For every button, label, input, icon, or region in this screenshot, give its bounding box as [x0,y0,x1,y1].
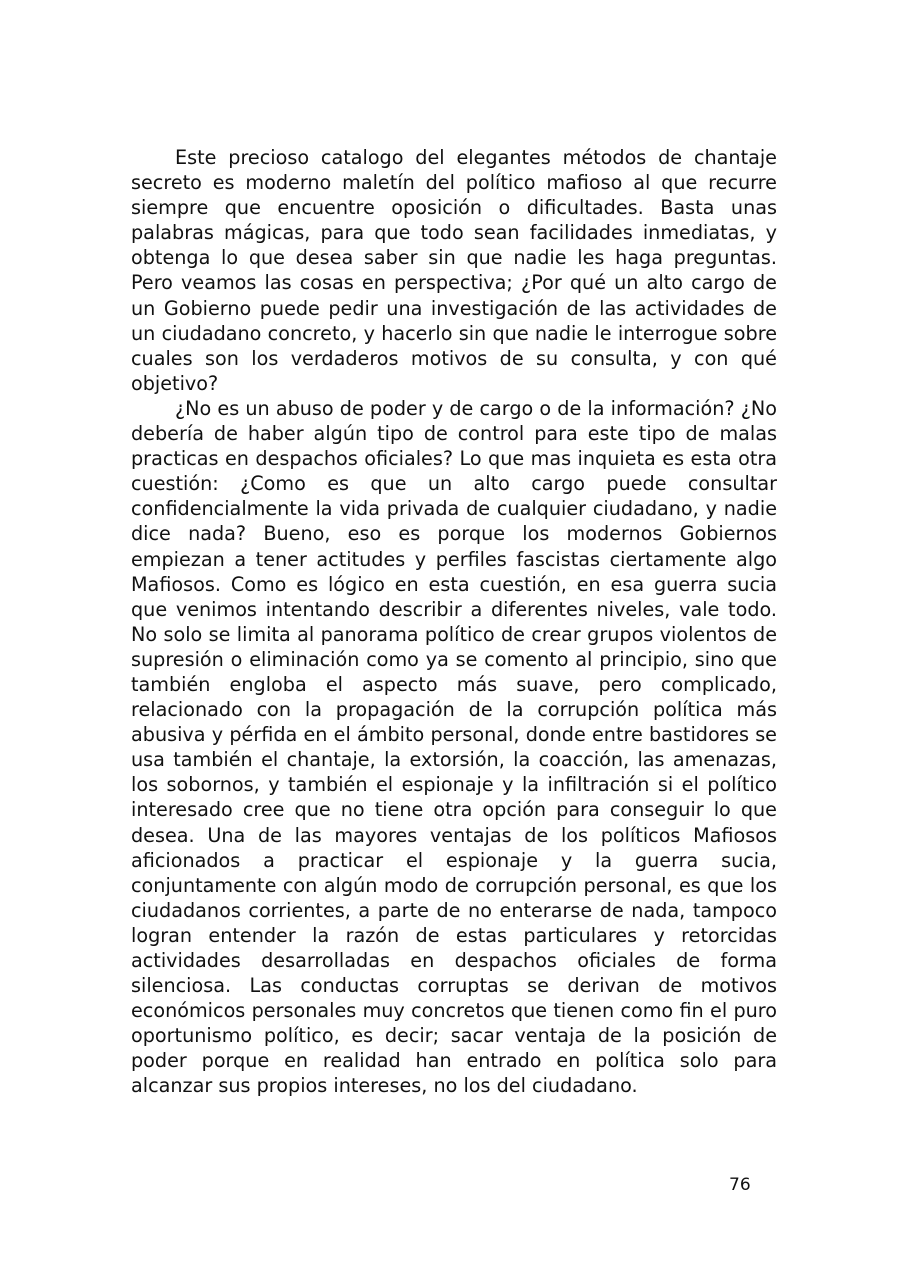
body-text [131,145,777,1099]
paragraph-2: ¿No es un abuso de poder y de cargo o de la información? ¿No debería de haber algún tipo de control para este tipo de malas practicas en despachos oficiales? Lo que mas inquieta es esta otra cuestión: ¿Como es que un alto cargo puede consultar confidencialmente la vida privada de cualquier ciudadano, y nadie dice nada? Bueno, eso es porque los modernos Gobiernos empiezan a tener actitudes y perfiles fascistas ciertamente algo Mafiosos. Como es lógico en esta cuestión, en esa guerra sucia que venimos intentando describir a diferentes niveles, vale todo. No solo se limita al panorama político de crear grupos violentos de supresión o eliminación como ya se comento al principio, sino que también engloba el aspecto más suave, pero complicado, relacionado con la propagación de la corrupción política más abusiva y pérfida en el ámbito personal, donde entre bastidores se usa también el chantaje, la extorsión, la coacción, las amenazas, los sobornos, y también el espionaje y la infiltración si el político interesado cree que no tiene otra opción para conseguir lo que desea. Una de las mayores ventajas de los políticos Mafiosos aficionados a practicar el espionaje y la guerra sucia, conjuntamente con algún modo de corrupción personal, es que los ciudadanos corrientes, a parte de no enterarse de nada, tampoco logran entender la razón de estas particulares y retorcidas actividades desarrolladas en despachos oficiales de forma silenciosa. Las conductas corruptas se derivan de motivos económicos personales muy concretos que tienen como fin el puro oportunismo político, es decir; sacar ventaja de la posición de poder porque en realidad han entrado en política solo para alcanzar sus propios intereses, no los del ciudadano. [131,396,777,1098]
paragraph-1: Este precioso catalogo del elegantes métodos de chantaje secreto es moderno maletín del político mafioso al que recurre siempre que encuentre oposición o dificultades. Basta unas palabras mágicas, para que todo sean facilidades inmediatas, y obtenga lo que desea saber sin que nadie les haga preguntas. Pero veamos las cosas en perspectiva; ¿Por qué un alto cargo de un Gobierno puede pedir una investigación de las actividades de un ciudadano concreto, y hacerlo sin que nadie le interrogue sobre cuales son los verdaderos motivos de su consulta, y con qué objetivo? [131,146,777,395]
page-number: 76 [729,1175,751,1195]
